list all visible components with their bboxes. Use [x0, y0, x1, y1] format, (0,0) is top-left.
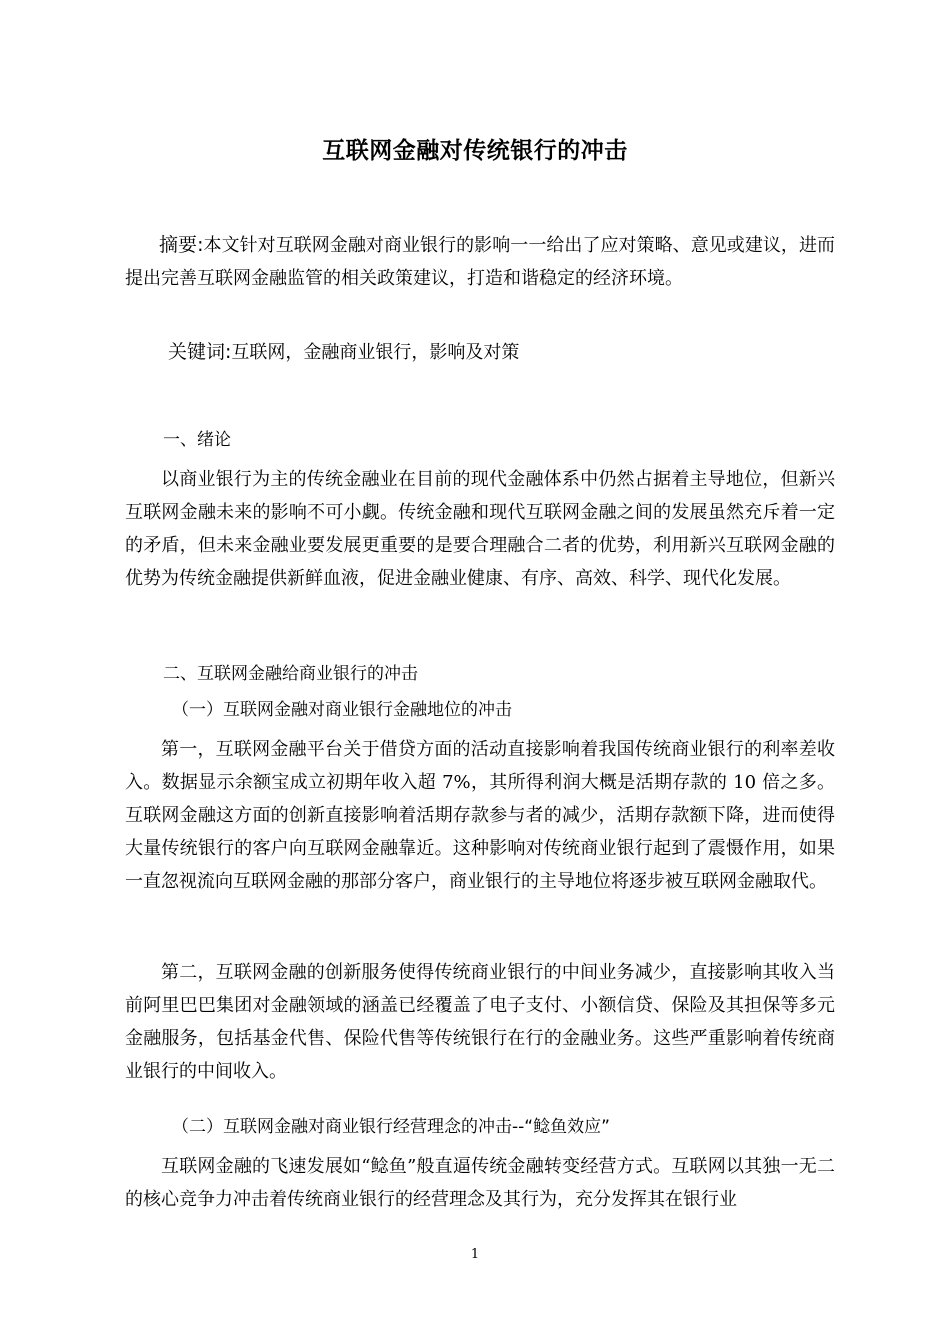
page-number: 1: [470, 1247, 480, 1262]
keywords-label: 关键词:: [168, 341, 232, 363]
introduction-paragraph: 以商业银行为主的传统金融业在目前的现代金融体系中仍然占据着主导地位，但新兴互联网金融未来的影响不可小觑。传统金融和现代互联网金融之间的发展虽然充斥着一定的矛盾，但未来金融业要发展更重要的是要合理融合二者的优势，利用新兴互联网金融的优势为传统金融提供新鲜血液，促进金融业健康、有序、高效、科学、现代化发展。: [125, 469, 835, 589]
abstract-paragraph: [125, 229, 835, 295]
business-philosophy-paragraph: 互联网金融的飞速发展如“鲶鱼”般直逼传统金融转变经营方式。互联网以其独一无二的核心竞争力冲击着传统商业银行的经营理念及其行为，充分发挥其在银行业: [125, 1156, 835, 1210]
keywords-text: 互联网，金融商业银行，影响及对策: [231, 342, 520, 363]
keywords-line: [168, 336, 519, 369]
abstract-text: 本文针对互联网金融对商业银行的影响一一给出了应对策略、意见或建议，进而提出完善互联网金融监管的相关政策建议，打造和谐稳定的经济环境。: [125, 235, 836, 289]
section-heading-impact: 二、互联网金融给商业银行的冲击: [163, 664, 418, 684]
subsection-heading-financial-status: （一）互联网金融对商业银行金融地位的冲击: [172, 700, 512, 720]
page-title: 互联网金融对传统银行的冲击: [322, 138, 628, 164]
section-heading-introduction: 一、绪论: [163, 430, 231, 450]
abstract-label: 摘要:: [159, 234, 204, 256]
financial-status-paragraph-2: 第二，互联网金融的创新服务使得传统商业银行的中间业务减少，直接影响其收入当前阿里巴巴集团对金融领域的涵盖已经覆盖了电子支付、小额信贷、保险及其担保等多元金融服务，包括基金代售、保险代售等传统银行在行的金融业务。这些严重影响着传统商业银行的中间收入。: [125, 962, 835, 1082]
financial-status-paragraph-1: 第一，互联网金融平台关于借贷方面的活动直接影响着我国传统商业银行的利率差收入。数据显示余额宝成立初期年收入超 7%，其所得利润大概是活期存款的 10 倍之多。互联网金融这方面的创新直接影响着活期存款参与者的减少，活期存款额下降，进而使得大量传统银行的客户向互联网金融靠近。这种影响对传统商业银行起到了震慑作用，如果一直忽视流向互联网金融的那部分客户，商业银行的主导地位将逐步被互联网金融取代。: [125, 739, 835, 892]
subsection-heading-business-philosophy: （二）互联网金融对商业银行经营理念的冲击--“鲶鱼效应”: [172, 1117, 610, 1137]
